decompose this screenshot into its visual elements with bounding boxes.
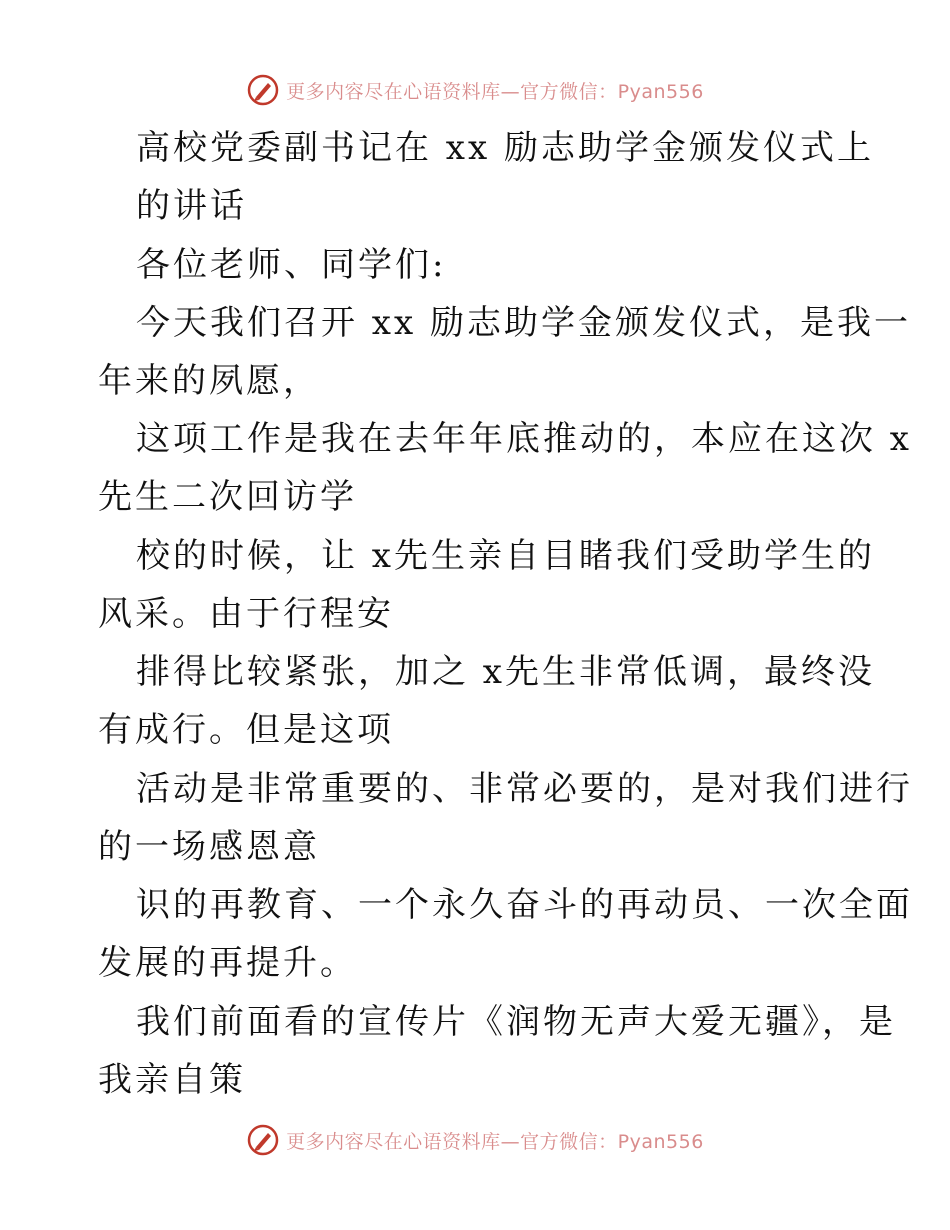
paragraph-line: 有成行。但是这项 [98, 710, 394, 750]
pen-in-circle-logo-icon [246, 1123, 280, 1157]
paragraph-line: 活动是非常重要的、非常必要的，是对我们进行 [136, 769, 913, 809]
paragraph-line: 年来的夙愿， [98, 361, 320, 401]
salutation: 各位老师、同学们: [136, 245, 447, 285]
paragraph-line: 校的时候，让 x先生亲自目睹我们受助学生的 [136, 536, 875, 576]
paragraph-line: 先生二次回访学 [98, 477, 357, 517]
paragraph-line: 发展的再提升。 [98, 943, 357, 983]
paragraph-line: 排得比较紧张，加之 x先生非常低调，最终没 [136, 652, 875, 692]
footer-banner-text: 更多内容尽在心语资料库—官方微信：Pyan556 [286, 1130, 704, 1153]
title-line-1: 高校党委副书记在 xx 励志助学金颁发仪式上 [136, 128, 874, 168]
paragraph-line: 的一场感恩意 [98, 827, 320, 867]
paragraph-line: 这项工作是我在去年年底推动的，本应在这次 x [136, 419, 912, 459]
header-banner [0, 70, 950, 110]
paragraph-line: 今天我们召开 xx 励志助学金颁发仪式，是我一 [136, 303, 911, 343]
pen-in-circle-logo-icon [246, 73, 280, 107]
paragraph-line: 风采。由于行程安 [98, 594, 394, 634]
title-line-2: 的讲话 [136, 186, 247, 226]
header-banner-text: 更多内容尽在心语资料库—官方微信：Pyan556 [286, 80, 704, 103]
footer-banner [0, 1120, 950, 1160]
paragraph-line: 我们前面看的宣传片《润物无声大爱无疆》，是 [136, 1002, 896, 1042]
paragraph-line: 识的再教育、一个永久奋斗的再动员、一次全面 [136, 885, 913, 925]
paragraph-line: 我亲自策 [98, 1060, 246, 1100]
